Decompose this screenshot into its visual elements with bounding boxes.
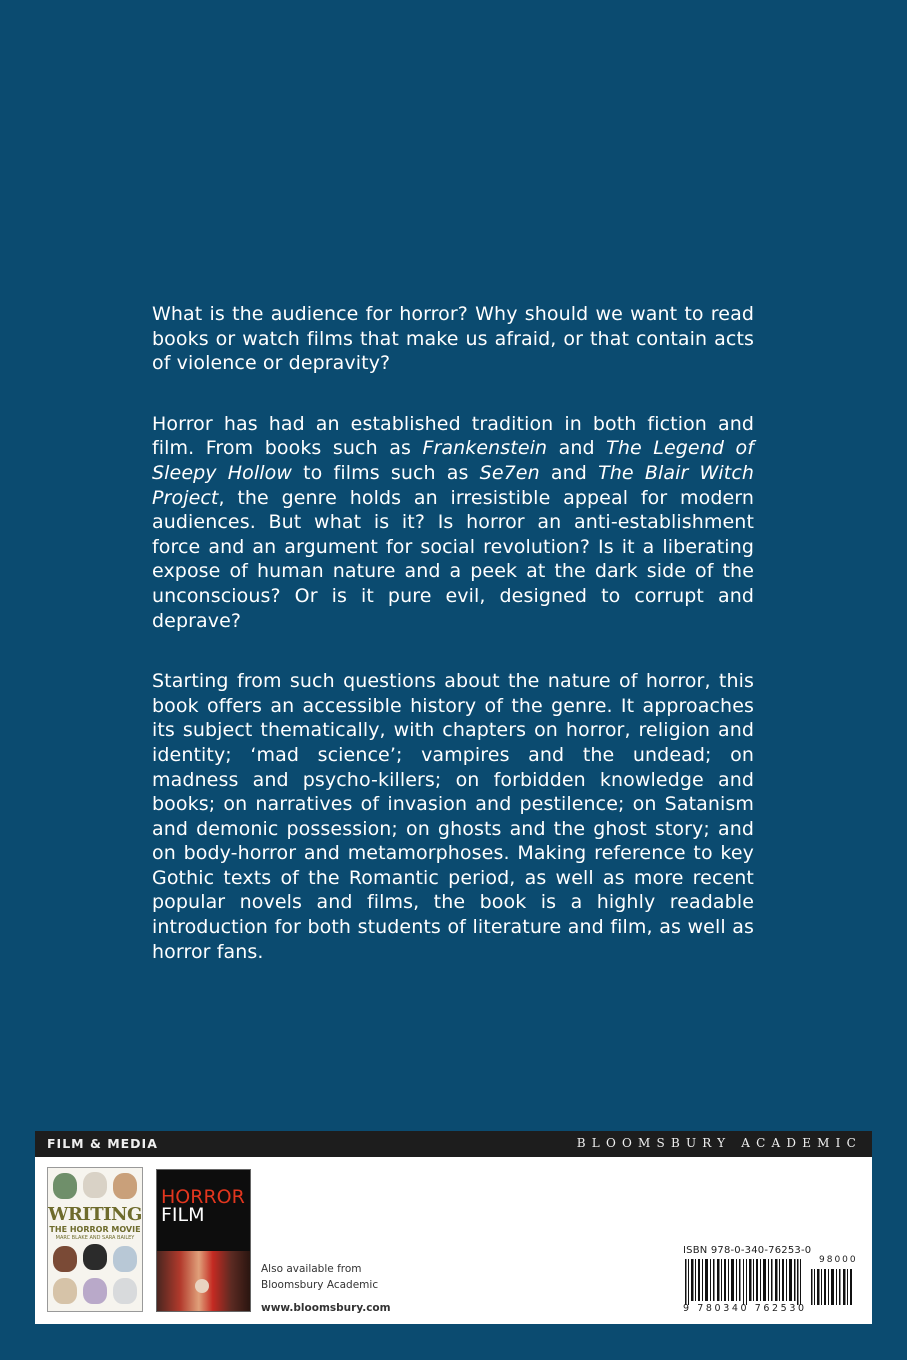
book2-title-horror: HORROR bbox=[161, 1186, 245, 1208]
mask-face-icon bbox=[53, 1173, 77, 1199]
blurb-paragraph-1: What is the audience for horror? Why should we want to read books or watch films that make us afraid, or that contain acts of violence or depravity? bbox=[152, 303, 754, 375]
mask-face-icon bbox=[53, 1278, 77, 1304]
mask-face-icon bbox=[113, 1173, 137, 1199]
mask-face-icon bbox=[83, 1278, 107, 1304]
book2-title-film: FILM bbox=[161, 1204, 205, 1226]
publisher-label: BLOOMSBURY ACADEMIC bbox=[576, 1136, 862, 1150]
barcode-digits: 9 780340 762530 bbox=[683, 1303, 807, 1314]
blurb-paragraph-2: Horror has had an established tradition in both fiction and film. From books such as Frankenstein and The Legend of Sleepy Hollow to films such as Se7en and The Blair Witch Project, the genre holds an irresistible appeal for modern audiences. But what is it? Is horror an anti-establishment force and an argument for social revolution? Is it a liberating expose of human nature and a peek at the dark side of the unconscious? Or is it pure evil, designed to corrupt and deprave? bbox=[152, 412, 755, 632]
book1-authors: MARC BLAKE AND SARA BAILEY bbox=[55, 1235, 135, 1241]
related-book-horror-film bbox=[156, 1169, 251, 1312]
blurb bbox=[152, 302, 754, 964]
mask-face-icon bbox=[83, 1172, 107, 1198]
price-code: 98000 bbox=[819, 1255, 858, 1265]
barcode-icon bbox=[683, 1259, 855, 1309]
also-line-2: Bloomsbury Academic bbox=[261, 1279, 379, 1291]
also-available bbox=[261, 1261, 378, 1293]
mask-face-icon bbox=[53, 1246, 77, 1272]
isbn-label: ISBN 978-0-340-76253-0 bbox=[683, 1245, 812, 1256]
mask-face-icon bbox=[83, 1244, 107, 1270]
mask-face-icon bbox=[113, 1246, 137, 1272]
also-line-1: Also available from bbox=[261, 1263, 362, 1275]
category-label: FILM & MEDIA bbox=[47, 1136, 158, 1151]
book1-subtitle: THE HORROR MOVIE bbox=[49, 1225, 141, 1234]
mask-face-icon bbox=[113, 1278, 137, 1304]
blurb-paragraph-3: Starting from such questions about the nature of horror, this book offers an accessible history of the genre. It approaches its subject thematically, with chapters on horror, religion and identity; ‘mad science’; vampires and the undead; on madness and psycho-killers; on forbidden knowledge and books; on narratives of invasion and pestilence; on Satanism and demonic possession; on ghosts and the ghost story; and on body-horror and metamorphoses. Making reference to key Gothic texts of the Romantic period, as well as more recent popular novels and films, the book is a highly readable introduction for both students of literature and film, as well as horror fans. bbox=[152, 670, 754, 963]
related-book-writing-horror-movie bbox=[47, 1167, 143, 1312]
related-panel bbox=[35, 1157, 872, 1324]
category-band bbox=[35, 1131, 872, 1157]
book2-figure-icon bbox=[195, 1279, 209, 1293]
book1-title: WRITING bbox=[48, 1204, 142, 1225]
website-link[interactable]: www.bloomsbury.com bbox=[261, 1302, 391, 1314]
